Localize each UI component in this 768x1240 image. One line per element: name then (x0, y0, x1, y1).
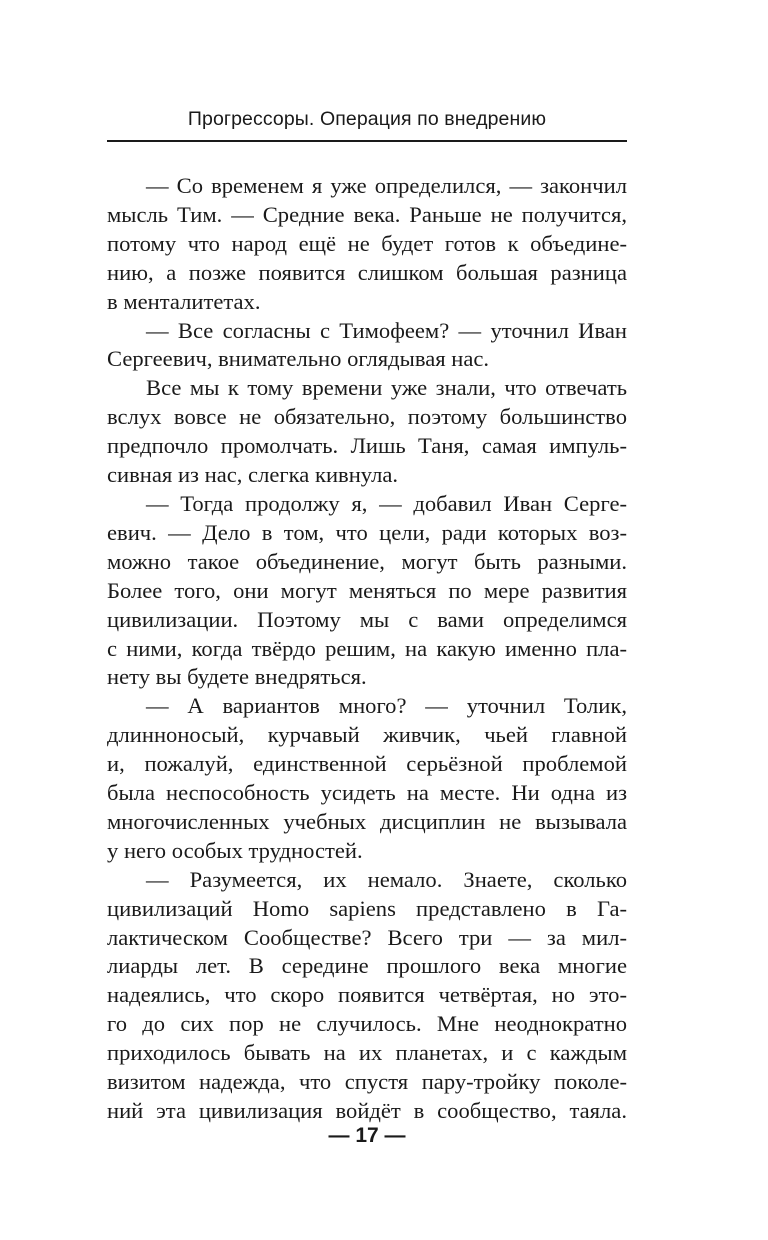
text-line: нию, а позже появится слишком большая разница (107, 259, 627, 285)
text-line: Все мы к тому времени уже знали, что отвечать (146, 375, 627, 401)
text-line: приходилось бывать на их планетах, и с каждым (107, 1040, 627, 1066)
text-line: надеялись, что скоро появится четвёртая, но это- (107, 982, 627, 1008)
text-line: мысль Тим. — Средние века. Раньше не получится, (107, 201, 627, 227)
text-line: цивилизации. Поэтому мы с вами определимся (107, 606, 627, 632)
text-line: с ними, когда твёрдо решим, на какую именно пла- (107, 635, 627, 661)
text-line: — Разумеется, их немало. Знаете, сколько (146, 866, 627, 892)
text-line: Сергеевич, внимательно оглядывая нас. (107, 346, 490, 372)
text-line: потому что народ ещё не будет готов к объедине- (107, 230, 627, 256)
text-line: длинноносый, курчавый живчик, чьей главной (107, 722, 627, 748)
text-line: лактическом Сообществе? Всего три — за мил- (107, 924, 627, 950)
paragraph (107, 172, 627, 317)
text-line: визитом надежда, что спустя пару-тройку поколе- (107, 1069, 627, 1095)
text-line: — Тогда продолжу я, — добавил Иван Серге- (146, 490, 627, 516)
text-line: ний эта цивилизация войдёт в сообщество, таяла. (107, 1098, 627, 1123)
text-line: предпочло промолчать. Лишь Таня, самая импуль- (107, 433, 627, 459)
text-line: нету вы будете внедряться. (107, 664, 367, 690)
text-line: можно такое объединение, могут быть разными. (107, 548, 627, 574)
paragraph (107, 866, 627, 1126)
paragraph (107, 490, 627, 692)
text-line: — Со временем я уже определился, — закончил (146, 173, 627, 198)
text-line: вслух вовсе не обязательно, поэтому большинство (107, 404, 627, 430)
text-block (107, 172, 627, 1126)
text-line: го до сих пор не случилось. Мне неоднократно (107, 1011, 627, 1037)
paragraph (107, 374, 627, 490)
text-line: — А вариантов много? — уточнил Толик, (146, 693, 627, 719)
header-rule (107, 140, 627, 142)
text-line: Более того, они могут меняться по мере развития (107, 577, 627, 603)
text-line: у него особых трудностей. (107, 837, 363, 863)
text-line: многочисленных учебных дисциплин не вызывала (107, 808, 627, 834)
text-line: евич. — Дело в том, что цели, ради которых воз- (107, 519, 627, 545)
paragraph (107, 692, 627, 865)
page-number: — 17 — (328, 1124, 406, 1147)
text-line: — Все согласны с Тимофеем? — уточнил Иван (146, 317, 627, 343)
text-line: и, пожалуй, единственной серьёзной проблемой (107, 751, 627, 777)
text-line: лиарды лет. В середине прошлого века многие (107, 953, 627, 979)
paragraph (107, 317, 627, 375)
text-line: в менталитетах. (107, 288, 261, 314)
text-line: цивилизаций Homo sapiens представлено в Га- (107, 895, 627, 921)
text-line: сивная из нас, слегка кивнула. (107, 462, 399, 488)
text-line: была неспособность усидеть на месте. Ни одна из (107, 780, 627, 806)
running-head: Прогрессоры. Операция по внедрению (187, 108, 547, 130)
